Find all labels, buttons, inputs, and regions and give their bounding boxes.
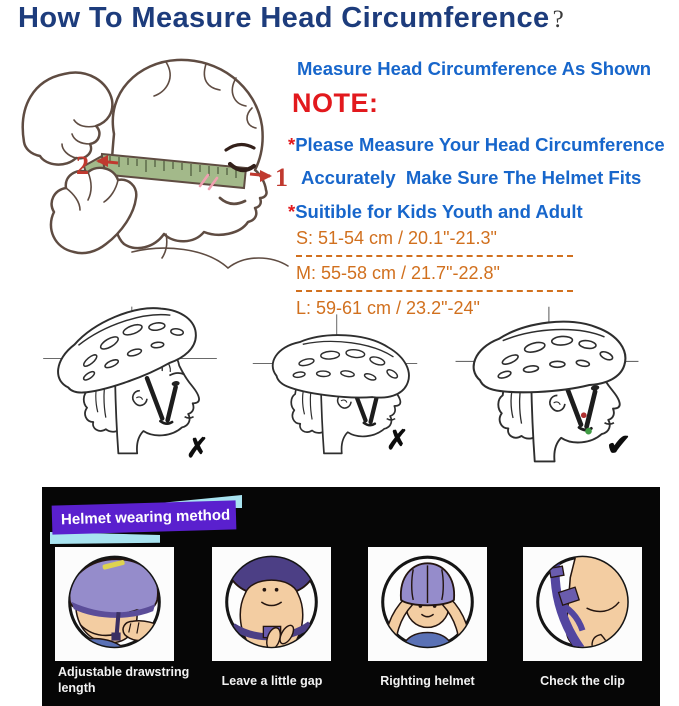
helmet-icon — [474, 322, 626, 393]
baby-shoulder-line — [132, 248, 288, 268]
subtitle: Measure Head Circumference As Shown — [297, 58, 652, 79]
fit-example-correct — [448, 303, 646, 463]
banner-label: Helmet wearing method — [60, 506, 231, 529]
fit-example-tilted-forward — [246, 311, 424, 455]
note-line-2: Accurately Make Sure The Helmet Fits — [301, 167, 642, 188]
step-tile-righting — [368, 547, 487, 661]
page-title — [18, 2, 564, 35]
strap-red-dot — [581, 412, 587, 418]
step-tile-gap — [212, 547, 331, 661]
note-line-1: *Please Measure Your Head Circumference — [288, 134, 665, 155]
step-righting-icon — [368, 547, 487, 661]
asterisk: * — [288, 134, 296, 155]
step-caption-clip: Check the clip — [540, 674, 625, 688]
step-tile-clip — [523, 547, 642, 661]
step-caption-righting: Righting helmet — [380, 674, 475, 688]
size-row-l: L: 59-61 cm / 23.2"-24" — [296, 298, 480, 318]
step-2-label: 2 — [76, 151, 89, 180]
step-gap-icon — [212, 547, 331, 661]
question-mark: ? — [552, 6, 565, 33]
x-mark: ✗ — [386, 425, 409, 455]
step-clip-icon — [523, 547, 642, 661]
size-row-s: S: 51-54 cm / 20.1"-21.3" — [296, 228, 573, 257]
measure-illustration-svg — [14, 46, 292, 294]
asterisk: * — [288, 201, 296, 222]
step-tile-drawstring — [55, 547, 174, 661]
page-title-text: How To Measure Head Circumference — [18, 2, 550, 34]
hand-top — [23, 73, 113, 165]
step-caption-drawstring: Adjustable drawstring length — [58, 665, 190, 696]
x-mark: ✗ — [186, 433, 209, 463]
wearing-method-banner — [52, 500, 237, 534]
baby-head — [111, 60, 266, 248]
step-drawstring-icon — [55, 547, 174, 661]
note-label: NOTE: — [292, 88, 379, 118]
note-line-3: *Suitible for Kids Youth and Adult — [288, 201, 583, 222]
check-mark: ✔ — [606, 429, 632, 462]
wearing-method-panel — [42, 487, 660, 706]
helmet-icon — [269, 323, 414, 409]
step-caption-gap: Leave a little gap — [221, 674, 323, 688]
step-1-label: 1 — [275, 163, 288, 192]
fit-example-tilted-back — [36, 303, 224, 463]
measure-illustration — [14, 46, 292, 294]
size-row-m: M: 55-58 cm / 21.7"-22.8" — [296, 263, 573, 292]
strap-green-dot — [585, 428, 592, 435]
